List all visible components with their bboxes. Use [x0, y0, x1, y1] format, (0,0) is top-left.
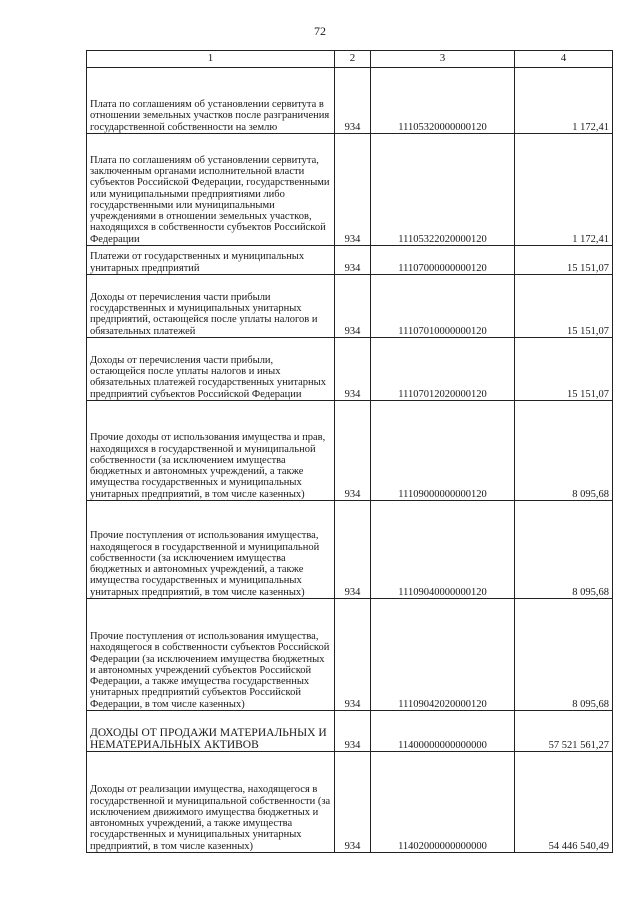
row-amount: 8 095,68 [515, 599, 613, 711]
row-budget-code: 11107012020000120 [371, 338, 515, 401]
row-admin-code: 934 [335, 338, 371, 401]
column-header: 4 [515, 51, 613, 68]
column-header: 3 [371, 51, 515, 68]
row-admin-code: 934 [335, 501, 371, 599]
column-header: 2 [335, 51, 371, 68]
budget-table [86, 50, 613, 853]
row-budget-code: 11107010000000120 [371, 275, 515, 338]
row-amount: 15 151,07 [515, 338, 613, 401]
table-row [87, 501, 613, 599]
table-row [87, 752, 613, 853]
table-row [87, 401, 613, 501]
row-admin-code: 934 [335, 752, 371, 853]
row-admin-code: 934 [335, 246, 371, 275]
row-amount: 54 446 540,49 [515, 752, 613, 853]
table-row [87, 711, 613, 752]
row-description: Прочие поступления от использования имущества, находящегося в собственности субъектов Российской Федерации (за исключением имущества бюджетных и автономных учреждений субъектов Российской Федерации, а также имущества государственных унитарных предприятий субъектов Российской Федерации, в том числе казенных) [87, 599, 335, 711]
row-description: Прочие поступления от использования имущества, находящегося в государственной и муниципальной собственности (за исключением имущества бюджетных и автономных учреждений, а также имущества государственных и муниципальных унитарных предприятий, в том числе казенных) [87, 501, 335, 599]
row-amount: 1 172,41 [515, 68, 613, 134]
row-description: Доходы от реализации имущества, находящегося в государственной и муниципальной собственности (за исключением движимого имущества бюджетных и автономных учреждений, а также имущества государственных и муниципальных унитарных предприятий, в том числе казенных) [87, 752, 335, 853]
row-admin-code: 934 [335, 275, 371, 338]
row-amount: 15 151,07 [515, 246, 613, 275]
page-number: 72 [314, 24, 326, 38]
row-description: Плата по соглашениям об установлении сервитута, заключенным органами исполнительной власти субъектов Российской Федерации, государственными или муниципальными предприятиями либо государственными или муниципальными учреждениями в отношении земельных участков, находящихся в собственности субъектов Российской Федерации [87, 134, 335, 246]
row-description: Плата по соглашениям об установлении сервитута в отношении земельных участков после разграничения государственной собственности на землю [87, 68, 335, 134]
row-budget-code: 11400000000000000 [371, 711, 515, 752]
row-budget-code: 11109000000000120 [371, 401, 515, 501]
row-description: Платежи от государственных и муниципальных унитарных предприятий [87, 246, 335, 275]
table-row [87, 599, 613, 711]
table-row [87, 275, 613, 338]
row-description: Доходы от перечисления части прибыли, остающейся после уплаты налогов и иных обязательных платежей государственных унитарных предприятий субъектов Российской Федерации [87, 338, 335, 401]
row-amount: 8 095,68 [515, 401, 613, 501]
row-admin-code: 934 [335, 599, 371, 711]
row-amount: 15 151,07 [515, 275, 613, 338]
row-amount: 8 095,68 [515, 501, 613, 599]
row-description: ДОХОДЫ ОТ ПРОДАЖИ МАТЕРИАЛЬНЫХ И НЕМАТЕРИАЛЬНЫХ АКТИВОВ [87, 711, 335, 752]
table-row [87, 338, 613, 401]
table-row [87, 246, 613, 275]
row-admin-code: 934 [335, 134, 371, 246]
row-amount: 57 521 561,27 [515, 711, 613, 752]
table-row [87, 134, 613, 246]
row-admin-code: 934 [335, 711, 371, 752]
row-description: Прочие доходы от использования имущества и прав, находящихся в государственной и муниципальной собственности (за исключением имущества бюджетных и автономных учреждений, а также имущества государственных и муниципальных унитарных предприятий, в том числе казенных) [87, 401, 335, 501]
row-budget-code: 11402000000000000 [371, 752, 515, 853]
row-budget-code: 11105322020000120 [371, 134, 515, 246]
row-budget-code: 11107000000000120 [371, 246, 515, 275]
row-admin-code: 934 [335, 68, 371, 134]
row-budget-code: 11109042020000120 [371, 599, 515, 711]
row-budget-code: 11109040000000120 [371, 501, 515, 599]
row-description: Доходы от перечисления части прибыли государственных и муниципальных унитарных предприятий, остающейся после уплаты налогов и обязательных платежей [87, 275, 335, 338]
row-budget-code: 11105320000000120 [371, 68, 515, 134]
column-header: 1 [87, 51, 335, 68]
row-admin-code: 934 [335, 401, 371, 501]
table-row [87, 68, 613, 134]
table-header-row [87, 51, 613, 68]
row-amount: 1 172,41 [515, 134, 613, 246]
